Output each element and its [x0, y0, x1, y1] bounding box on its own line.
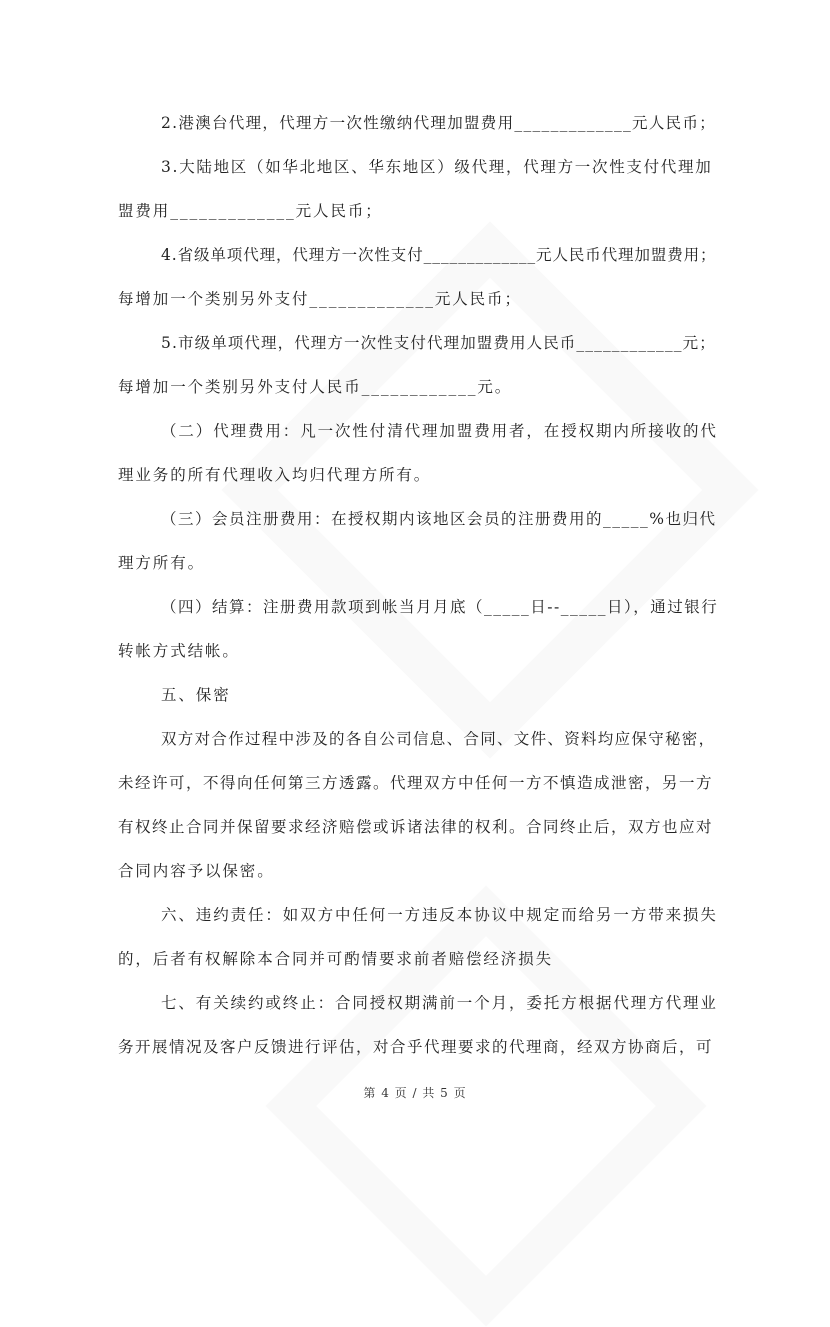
text-line: 每增加一个类别另外支付人民币____________元。: [118, 378, 513, 396]
text-line: 2.港澳台代理，代理方一次性缴纳代理加盟费用_____________元人民币；: [161, 114, 717, 132]
text-line: （四）结算：注册费用款项到帐当月月底（_____日--_____日），通过银行: [161, 598, 719, 616]
text-line: 每增加一个类别另外支付_____________元人民币；: [118, 290, 522, 308]
text-line: 未经许可，不得向任何第三方透露。代理双方中任何一方不慎造成泄密，另一方: [118, 774, 714, 792]
text-line: 5.市级单项代理，代理方一次性支付代理加盟费用人民币____________元；: [161, 334, 716, 352]
text-line: 双方对合作过程中涉及的各自公司信息、合同、文件、资料均应保守秘密，: [161, 730, 716, 748]
text-line: 3.大陆地区（如华北地区、华东地区）级代理，代理方一次性支付代理加: [161, 158, 713, 176]
text-line: 合同内容予以保密。: [118, 862, 275, 880]
text-line: 转帐方式结帐。: [118, 642, 240, 660]
text-line: （三）会员注册费用：在授权期内该地区会员的注册费用的_____%也归代: [161, 510, 717, 528]
page-footer: 第 4 页 / 共 5 页: [363, 1086, 467, 1100]
text-line: 盟费用_____________元人民币；: [118, 202, 383, 220]
text-line: 理方所有。: [118, 554, 206, 572]
text-line: （二）代理费用：凡一次性付清代理加盟费用者，在授权期内所接收的代: [161, 422, 718, 440]
text-line: 务开展情况及客户反馈进行评估，对合乎代理要求的代理商，经双方协商后，可: [118, 1038, 714, 1056]
text-line: 五、保密: [161, 686, 231, 704]
text-line: 有权终止合同并保留要求经济赔偿或诉诸法律的权利。合同终止后，双方也应对: [118, 818, 714, 836]
text-line: 4.省级单项代理，代理方一次性支付_____________元人民币代理加盟费用；: [161, 246, 717, 264]
text-line: 的，后者有权解除本合同并可酌情要求前者赔偿经济损失: [118, 950, 554, 968]
text-line: 理业务的所有代理收入均归代理方所有。: [118, 466, 432, 484]
document-body: [118, 101, 718, 1069]
text-line: 六、违约责任：如双方中任何一方违反本协议中规定而给另一方带来损失: [161, 906, 718, 924]
text-line: 七、有关续约或终止：合同授权期满前一个月，委托方根据代理方代理业: [161, 994, 718, 1012]
